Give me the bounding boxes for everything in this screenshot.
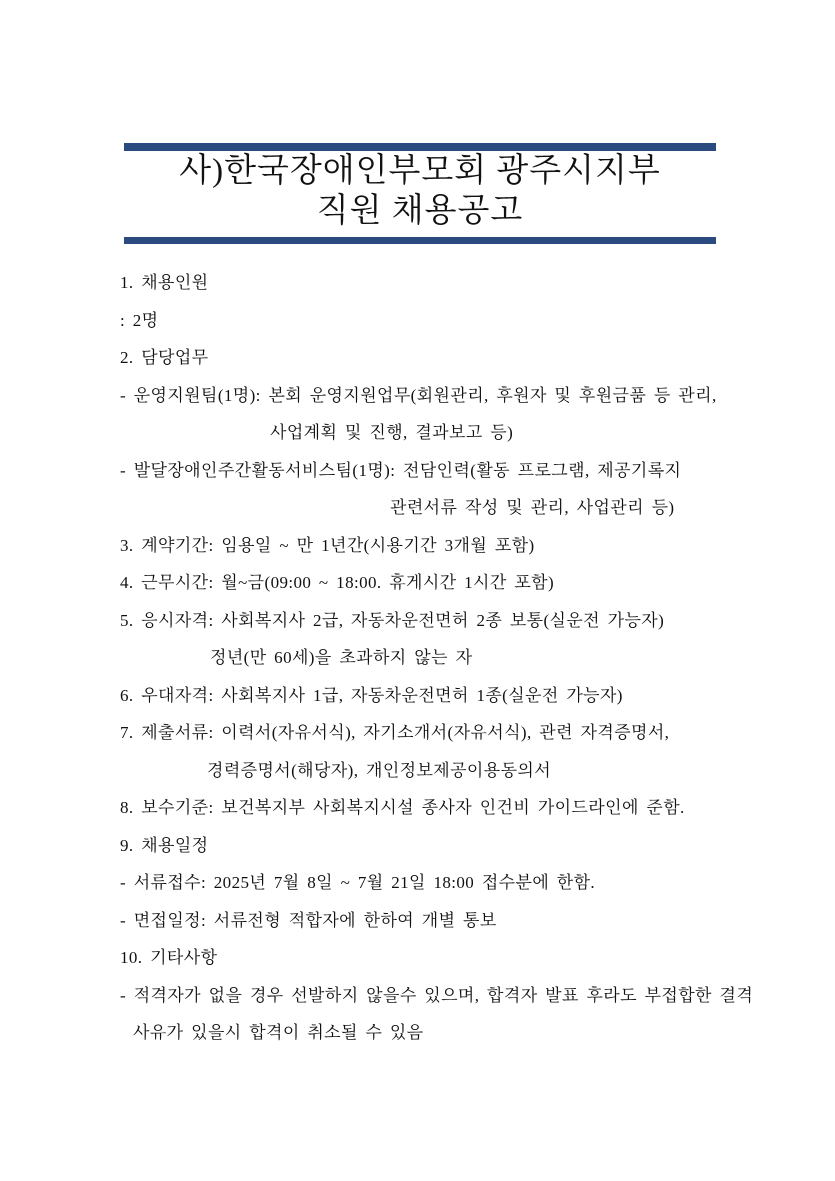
body-line-preferred: 6. 우대자격: 사회복지사 1급, 자동차운전면허 1종(실운전 가능자) [120,685,623,705]
body-line-duties-team1: - 운영지원팀(1명): 본회 운영지원업무(회원관리, 후원자 및 후원금품 등 관리, [120,385,717,405]
body-line-etc-heading: 10. 기타사항 [120,948,218,968]
title-line-2: 직원 채용공고 [316,193,524,229]
body-line-duties-team1-cont: 사업계획 및 진행, 결과보고 등) [270,423,514,443]
title-rule-top [124,143,716,151]
body-line-contract-period: 3. 계약기간: 임용일 ~ 만 1년간(시용기간 3개월 포함) [120,535,535,555]
body-line-pay-standard: 8. 보수기준: 보건복지부 사회복지시설 종사자 인건비 가이드라인에 준함. [120,798,685,818]
body-line-duties-heading: 2. 담당업무 [120,348,209,368]
body-line-schedule-apply: - 서류접수: 2025년 7월 8일 ~ 7월 21일 18:00 접수분에 한함. [120,873,596,893]
body-line-eligibility: 5. 응시자격: 사회복지사 2급, 자동차운전면허 2종 보통(실운전 가능자) [120,610,665,630]
body-line-recruit-count-heading: 1. 채용인원 [120,273,209,293]
body-line-duties-team2-cont: 관련서류 작성 및 관리, 사업관리 등) [390,498,675,518]
body-line-documents-cont: 경력증명서(해당자), 개인정보제공이용동의서 [207,760,552,780]
body-line-documents: 7. 제출서류: 이력서(자유서식), 자기소개서(자유서식), 관련 자격증명서, [120,723,670,743]
body-line-recruit-count-value: : 2명 [120,310,159,330]
body-line-eligibility-cont: 정년(만 60세)을 초과하지 않는 자 [210,648,473,668]
body-line-duties-team2: - 발달장애인주간활동서비스팀(1명): 전담인력(활동 프로그램, 제공기록지 [120,460,682,480]
body-line-schedule-interview: - 면접일정: 서류전형 적합자에 한하여 개별 통보 [120,910,497,930]
title-rule-bottom [124,237,716,244]
document-body [120,262,760,1050]
body-line-working-hours: 4. 근무시간: 월~금(09:00 ~ 18:00. 휴게시간 1시간 포함) [120,573,555,593]
body-line-schedule-heading: 9. 채용일정 [120,835,209,855]
body-line-etc-note-cont: 사유가 있을시 합격이 취소될 수 있음 [133,1023,424,1043]
body-line-etc-note: - 적격자가 없을 경우 선발하지 않을수 있으며, 합격자 발표 후라도 부접합한 결격 [120,985,754,1005]
title-line-1: 사)한국장애인부모회 광주시지부 [179,153,661,189]
document-title [124,151,716,231]
